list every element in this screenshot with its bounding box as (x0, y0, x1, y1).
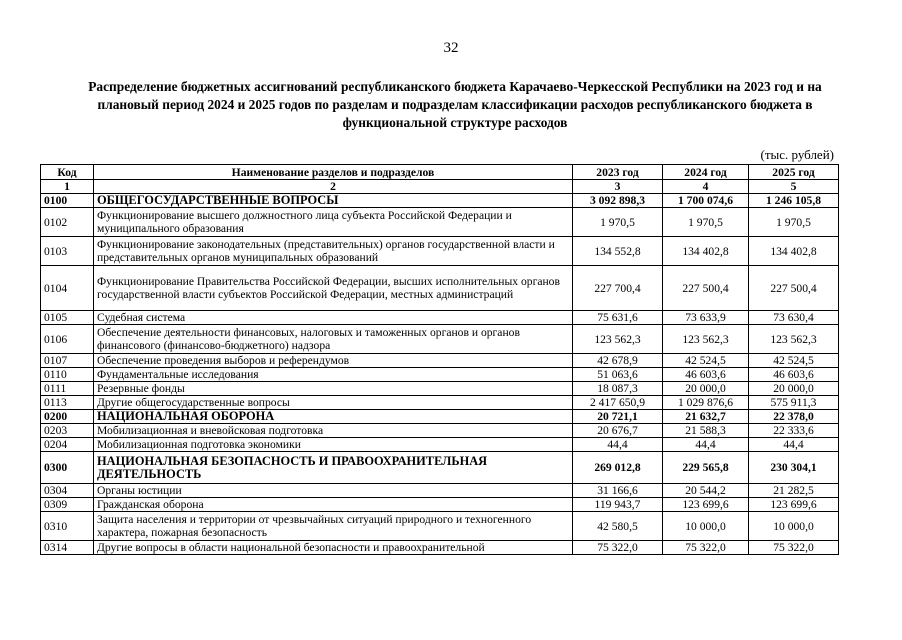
row-code: 0200 (41, 410, 94, 424)
table-row (41, 208, 839, 237)
value-2025: 21 282,5 (749, 484, 839, 498)
value-2024: 123 699,6 (663, 498, 749, 512)
budget-table (40, 164, 839, 555)
value-2023: 3 092 898,3 (573, 194, 663, 208)
table-row (41, 368, 839, 382)
table-row (41, 325, 839, 354)
table-row (41, 237, 839, 266)
table-row (41, 194, 839, 208)
table-row (41, 410, 839, 424)
row-name: Функционирование высшего должностного лица субъекта Российской Федерации и муниципального образования (94, 208, 573, 237)
value-2024: 46 603,6 (663, 368, 749, 382)
value-2023: 20 721,1 (573, 410, 663, 424)
table-row (41, 396, 839, 410)
table-row (41, 266, 839, 311)
value-2024: 20 544,2 (663, 484, 749, 498)
row-code: 0203 (41, 424, 94, 438)
table-row (41, 512, 839, 541)
row-code: 0314 (41, 541, 94, 555)
row-name: Защита населения и территории от чрезвычайных ситуаций природного и техногенного характера, пожарная безопасность (94, 512, 573, 541)
row-name: Резервные фонды (94, 382, 573, 396)
row-code: 0102 (41, 208, 94, 237)
row-name: Гражданская оборона (94, 498, 573, 512)
row-code: 0104 (41, 266, 94, 311)
table-row (41, 452, 839, 484)
value-2025: 22 378,0 (749, 410, 839, 424)
row-name: Фундаментальные исследования (94, 368, 573, 382)
column-number: 2 (94, 180, 573, 194)
value-2025: 75 322,0 (749, 541, 839, 555)
value-2024: 21 632,7 (663, 410, 749, 424)
row-code: 0204 (41, 438, 94, 452)
header-2025: 2025 год (749, 165, 839, 180)
value-2024: 73 633,9 (663, 311, 749, 325)
value-2023: 44,4 (573, 438, 663, 452)
column-number: 5 (749, 180, 839, 194)
value-2023: 119 943,7 (573, 498, 663, 512)
value-2024: 227 500,4 (663, 266, 749, 311)
value-2024: 75 322,0 (663, 541, 749, 555)
value-2023: 51 063,6 (573, 368, 663, 382)
value-2024: 1 029 876,6 (663, 396, 749, 410)
value-2025: 10 000,0 (749, 512, 839, 541)
table-row (41, 311, 839, 325)
row-code: 0103 (41, 237, 94, 266)
value-2023: 75 631,6 (573, 311, 663, 325)
row-name: Функционирование законодательных (представительных) органов государственной власти и представительных органов муниципальных образований (94, 237, 573, 266)
row-code: 0300 (41, 452, 94, 484)
row-name: Обеспечение деятельности финансовых, налоговых и таможенных органов и органов финансового (финансово-бюджетного) надзора (94, 325, 573, 354)
value-2025: 1 970,5 (749, 208, 839, 237)
column-number: 1 (41, 180, 94, 194)
table-row (41, 484, 839, 498)
table-header-row (41, 165, 839, 180)
value-2025: 1 246 105,8 (749, 194, 839, 208)
header-2023: 2023 год (573, 165, 663, 180)
row-name: Другие общегосударственные вопросы (94, 396, 573, 410)
row-code: 0111 (41, 382, 94, 396)
value-2024: 229 565,8 (663, 452, 749, 484)
table-row (41, 424, 839, 438)
value-2025: 134 402,8 (749, 237, 839, 266)
value-2025: 575 911,3 (749, 396, 839, 410)
value-2023: 42 580,5 (573, 512, 663, 541)
row-code: 0113 (41, 396, 94, 410)
value-2024: 123 562,3 (663, 325, 749, 354)
value-2023: 269 012,8 (573, 452, 663, 484)
value-2023: 31 166,6 (573, 484, 663, 498)
row-code: 0100 (41, 194, 94, 208)
header-2024: 2024 год (663, 165, 749, 180)
value-2024: 1 970,5 (663, 208, 749, 237)
value-2024: 134 402,8 (663, 237, 749, 266)
value-2025: 44,4 (749, 438, 839, 452)
row-name: ОБЩЕГОСУДАРСТВЕННЫЕ ВОПРОСЫ (94, 194, 573, 208)
value-2023: 227 700,4 (573, 266, 663, 311)
row-name: Обеспечение проведения выборов и референдумов (94, 354, 573, 368)
row-name: НАЦИОНАЛЬНАЯ ОБОРОНА (94, 410, 573, 424)
page-number: 32 (443, 40, 459, 56)
row-name: НАЦИОНАЛЬНАЯ БЕЗОПАСНОСТЬ И ПРАВООХРАНИТЕЛЬНАЯ ДЕЯТЕЛЬНОСТЬ (94, 452, 573, 484)
row-name: Другие вопросы в области национальной безопасности и правоохранительной (94, 541, 573, 555)
value-2025: 46 603,6 (749, 368, 839, 382)
value-2025: 123 562,3 (749, 325, 839, 354)
row-name: Мобилизационная и вневойсковая подготовка (94, 424, 573, 438)
row-name: Органы юстиции (94, 484, 573, 498)
value-2025: 20 000,0 (749, 382, 839, 396)
row-code: 0304 (41, 484, 94, 498)
value-2025: 42 524,5 (749, 354, 839, 368)
value-2023: 75 322,0 (573, 541, 663, 555)
table-row (41, 382, 839, 396)
value-2025: 123 699,6 (749, 498, 839, 512)
table-row (41, 498, 839, 512)
value-2023: 123 562,3 (573, 325, 663, 354)
value-2025: 227 500,4 (749, 266, 839, 311)
value-2023: 2 417 650,9 (573, 396, 663, 410)
document-title: Распределение бюджетных ассигнований республиканского бюджета Карачаево-Черкесской Республики на 2023 год и на плановый период 2024 и 2025 годов по разделам и подразделам классификации расходов республиканского бюджета в функциональной структуре расходов (88, 79, 822, 130)
table-row (41, 438, 839, 452)
row-code: 0310 (41, 512, 94, 541)
value-2025: 230 304,1 (749, 452, 839, 484)
value-2023: 1 970,5 (573, 208, 663, 237)
value-2023: 18 087,3 (573, 382, 663, 396)
column-number-row (41, 180, 839, 194)
value-2023: 134 552,8 (573, 237, 663, 266)
column-number: 3 (573, 180, 663, 194)
value-2024: 10 000,0 (663, 512, 749, 541)
row-code: 0106 (41, 325, 94, 354)
value-2024: 1 700 074,6 (663, 194, 749, 208)
row-name: Функционирование Правительства Российской Федерации, высших исполнительных органов государственной власти субъектов Российской Федерации, местных администраций (94, 266, 573, 311)
value-2023: 20 676,7 (573, 424, 663, 438)
value-2024: 21 588,3 (663, 424, 749, 438)
column-number: 4 (663, 180, 749, 194)
row-code: 0107 (41, 354, 94, 368)
row-code: 0309 (41, 498, 94, 512)
row-code: 0105 (41, 311, 94, 325)
row-name: Судебная система (94, 311, 573, 325)
table-row (41, 541, 839, 555)
table-row (41, 354, 839, 368)
row-name: Мобилизационная подготовка экономики (94, 438, 573, 452)
value-2024: 20 000,0 (663, 382, 749, 396)
value-2024: 44,4 (663, 438, 749, 452)
header-name: Наименование разделов и подразделов (94, 165, 573, 180)
units-label: (тыс. рублей) (760, 147, 834, 162)
row-code: 0110 (41, 368, 94, 382)
value-2023: 42 678,9 (573, 354, 663, 368)
value-2025: 22 333,6 (749, 424, 839, 438)
value-2025: 73 630,4 (749, 311, 839, 325)
header-code: Код (41, 165, 94, 180)
value-2024: 42 524,5 (663, 354, 749, 368)
